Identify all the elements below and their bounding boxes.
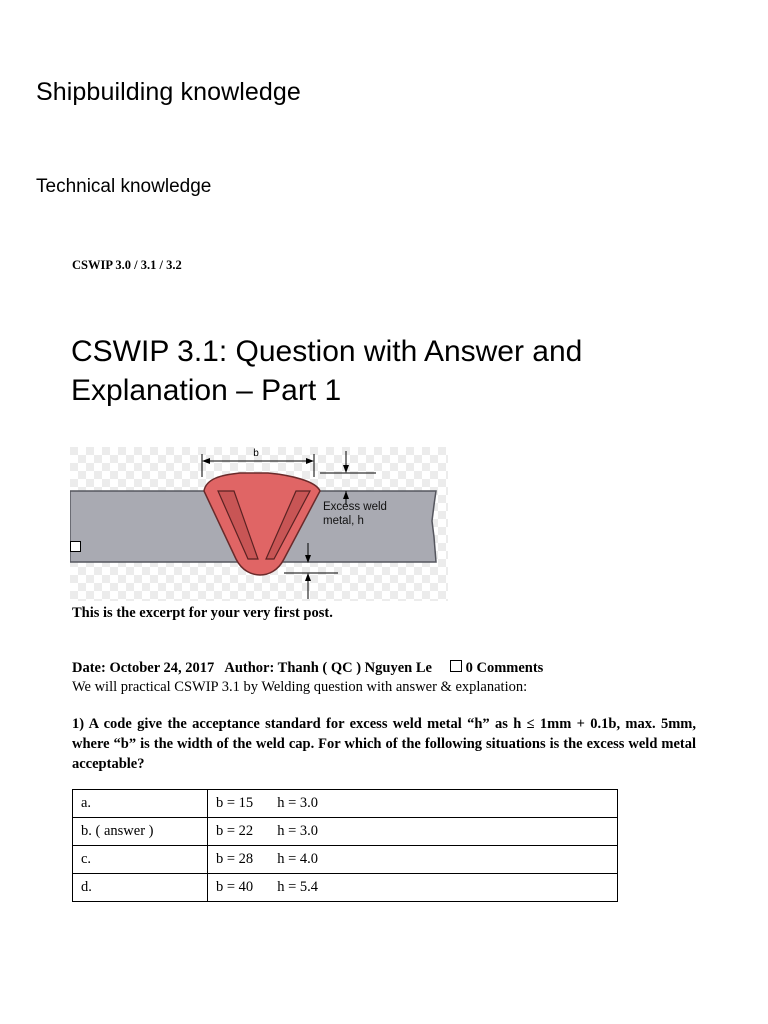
category-link[interactable]: Technical knowledge — [36, 176, 212, 197]
table-row — [73, 818, 618, 846]
answer-options-table — [72, 789, 618, 902]
option-label: a. — [73, 790, 208, 818]
option-h: h = 3.0 — [277, 823, 318, 839]
excess-weld-label-2: metal, h — [323, 515, 364, 527]
post-tags[interactable]: CSWIP 3.0 / 3.1 / 3.2 — [72, 258, 182, 272]
site-title[interactable]: Shipbuilding knowledge — [36, 78, 301, 106]
table-row — [73, 874, 618, 902]
comments-link[interactable]: 0 Comments — [465, 660, 544, 676]
option-h: h = 5.4 — [277, 879, 318, 895]
option-label: d. — [73, 874, 208, 902]
post-date: Date: October 24, 2017 — [72, 660, 215, 676]
post-meta — [72, 660, 543, 677]
option-b: b = 40 — [216, 879, 254, 895]
option-values — [208, 790, 618, 818]
post-intro: We will practical CSWIP 3.1 by Welding question with answer & explanation: — [72, 679, 528, 695]
option-h: h = 3.0 — [277, 795, 318, 811]
post-title-line-1: CSWIP 3.1: Question with Answer and — [71, 335, 583, 368]
table-row — [73, 846, 618, 874]
checkbox-marker — [70, 541, 81, 552]
option-b: b = 22 — [216, 823, 254, 839]
comment-box-icon — [450, 660, 462, 672]
option-b: b = 15 — [216, 795, 254, 811]
option-values — [208, 818, 618, 846]
option-label: c. — [73, 846, 208, 874]
post-title-line-2: Explanation – Part 1 — [71, 374, 342, 407]
option-h: h = 4.0 — [277, 851, 318, 867]
option-values — [208, 874, 618, 902]
table-row — [73, 790, 618, 818]
option-label: b. ( answer ) — [73, 818, 208, 846]
excess-weld-label-1: Excess weld — [323, 501, 387, 513]
option-b: b = 28 — [216, 851, 254, 867]
cap-width-label: b — [253, 448, 259, 459]
post-title — [71, 332, 711, 410]
weld-diagram-image — [70, 447, 448, 601]
post-author[interactable]: Author: Thanh ( QC ) Nguyen Le — [224, 660, 432, 676]
option-values — [208, 846, 618, 874]
question-1: 1) A code give the acceptance standard for excess weld metal “h” as h ≤ 1mm + 0.1b, max. 5mm, where “b” is the width of the weld cap. For which of the following situations is the excess weld metal acceptable? — [72, 716, 696, 772]
post-excerpt: This is the excerpt for your very first post. — [72, 605, 333, 621]
